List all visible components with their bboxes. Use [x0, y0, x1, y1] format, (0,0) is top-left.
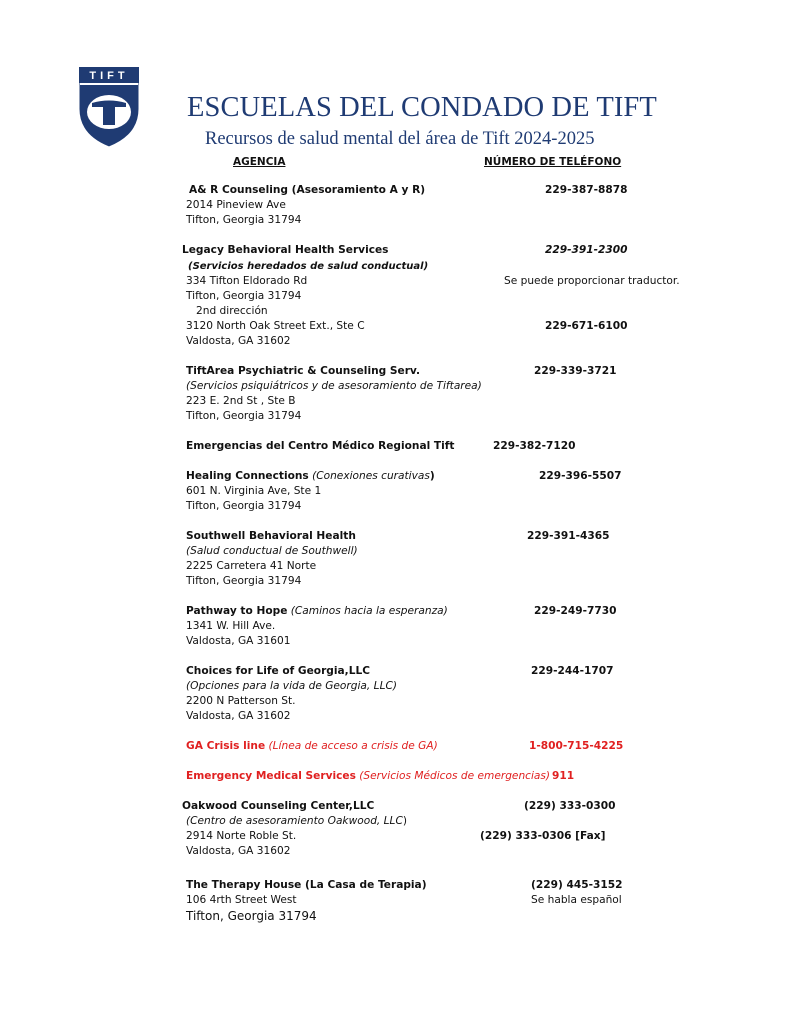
agency-phone[interactable]: 229-244-1707 — [531, 665, 614, 677]
agency-city: Tifton, Georgia 31794 — [186, 575, 302, 587]
agency-name: TiftArea Psychiatric & Counseling Serv. — [186, 365, 420, 377]
agency-name: Pathway to Hope — [186, 605, 288, 617]
agency-phone[interactable]: 229-382-7120 — [493, 440, 576, 452]
agency-name: Healing Connections — [186, 470, 309, 482]
agency-name-line — [186, 469, 435, 484]
agency-phone-2[interactable]: 229-671-6100 — [545, 320, 628, 332]
agency-address: 334 Tifton Eldorado Rd — [186, 275, 308, 287]
agency-city-2: Valdosta, GA 31602 — [186, 335, 291, 347]
ems-row — [186, 769, 550, 784]
agency-city: Valdosta, GA 31602 — [186, 710, 291, 722]
ems-phone[interactable]: 911 — [552, 770, 575, 782]
agency-translation-line — [186, 814, 407, 829]
agency-translation: (Centro de asesoramiento Oakwood, LLC — [186, 815, 403, 827]
agency-city: Tifton, Georgia 31794 — [186, 410, 302, 422]
crisis-phone[interactable]: 1-800-715-4225 — [529, 740, 624, 752]
logo-text: TIFT — [89, 70, 129, 82]
agency-address: 1341 W. Hill Ave. — [186, 620, 276, 632]
agency-name: A& R Counseling (Asesoramiento A y R) — [189, 184, 426, 196]
agency-name: The Therapy House (La Casa de Terapia) — [186, 879, 427, 891]
agency-note: Se puede proporcionar traductor. — [504, 275, 680, 287]
agency-name: GA Crisis line — [186, 740, 266, 752]
closing-paren: ) — [402, 815, 407, 827]
agency-phone[interactable]: 229-391-2300 — [545, 244, 628, 256]
agency-city: Valdosta, GA 31602 — [186, 845, 291, 857]
agency-name-line — [186, 604, 448, 619]
agency-address: 2200 N Patterson St. — [186, 695, 296, 707]
agency-translation: (Conexiones curativas — [312, 470, 430, 482]
agency-translation: (Servicios Médicos de emergencias) — [359, 770, 551, 782]
agency-phone[interactable]: 229-387-8878 — [545, 184, 628, 196]
agency-city: Tifton, Georgia 31794 — [186, 909, 317, 923]
agency-note: Se habla español — [531, 894, 622, 906]
agency-address: 106 4rth Street West — [186, 894, 297, 906]
agency-translation: (Opciones para la vida de Georgia, LLC) — [186, 680, 397, 692]
agency-name: Emergency Medical Services — [186, 770, 356, 782]
agency-translation: (Caminos hacia la esperanza) — [290, 605, 448, 617]
agency-name: Southwell Behavioral Health — [186, 530, 356, 542]
agency-city: Tifton, Georgia 31794 — [186, 500, 302, 512]
agency-city: Tifton, Georgia 31794 — [186, 214, 302, 226]
agency-phone[interactable]: (229) 445-3152 — [531, 879, 623, 891]
column-header-agency: AGENCIA — [233, 156, 286, 168]
agency-address: 2225 Carretera 41 Norte — [186, 560, 317, 572]
agency-phone[interactable]: 229-391-4365 — [527, 530, 610, 542]
closing-paren: ) — [429, 470, 435, 482]
agency-translation: (Salud conductual de Southwell) — [186, 545, 358, 557]
column-header-phone: NÚMERO DE TELÉFONO — [484, 156, 622, 168]
agency-phone[interactable]: (229) 333-0300 — [524, 800, 616, 812]
agency-address: 2914 Norte Roble St. — [186, 830, 297, 842]
agency-city: Valdosta, GA 31601 — [186, 635, 291, 647]
page-subtitle: Recursos de salud mental del área de Tift 2024-2025 — [205, 129, 595, 149]
agency-phone[interactable]: 229-249-7730 — [534, 605, 617, 617]
agency-translation: (Servicios psiquiátricos y de asesoramiento de Tiftarea) — [186, 380, 482, 392]
agency-name: Legacy Behavioral Health Services — [182, 244, 389, 256]
agency-phone[interactable]: 229-339-3721 — [534, 365, 617, 377]
agency-address: 223 E. 2nd St , Ste B — [186, 395, 296, 407]
agency-name: Choices for Life of Georgia,LLC — [186, 665, 370, 677]
agency-address: 601 N. Virginia Ave, Ste 1 — [186, 485, 322, 497]
crisis-line-row — [186, 739, 438, 754]
tift-logo — [76, 63, 142, 149]
agency-translation: (Línea de acceso a crisis de GA) — [268, 740, 438, 752]
agency-name: Oakwood Counseling Center,LLC — [182, 800, 375, 812]
agency-second-address-label: 2nd dirección — [196, 305, 268, 317]
agency-name: Emergencias del Centro Médico Regional Tift — [186, 440, 455, 452]
agency-phone[interactable]: 229-396-5507 — [539, 470, 622, 482]
agency-translation: (Servicios heredados de salud conductual) — [188, 261, 429, 272]
agency-address: 2014 Pineview Ave — [186, 199, 286, 211]
agency-city: Tifton, Georgia 31794 — [186, 290, 302, 302]
agency-fax: (229) 333-0306 [Fax] — [480, 830, 606, 842]
agency-address-2: 3120 North Oak Street Ext., Ste C — [186, 320, 365, 332]
page-title: ESCUELAS DEL CONDADO DE TIFT — [187, 92, 657, 123]
